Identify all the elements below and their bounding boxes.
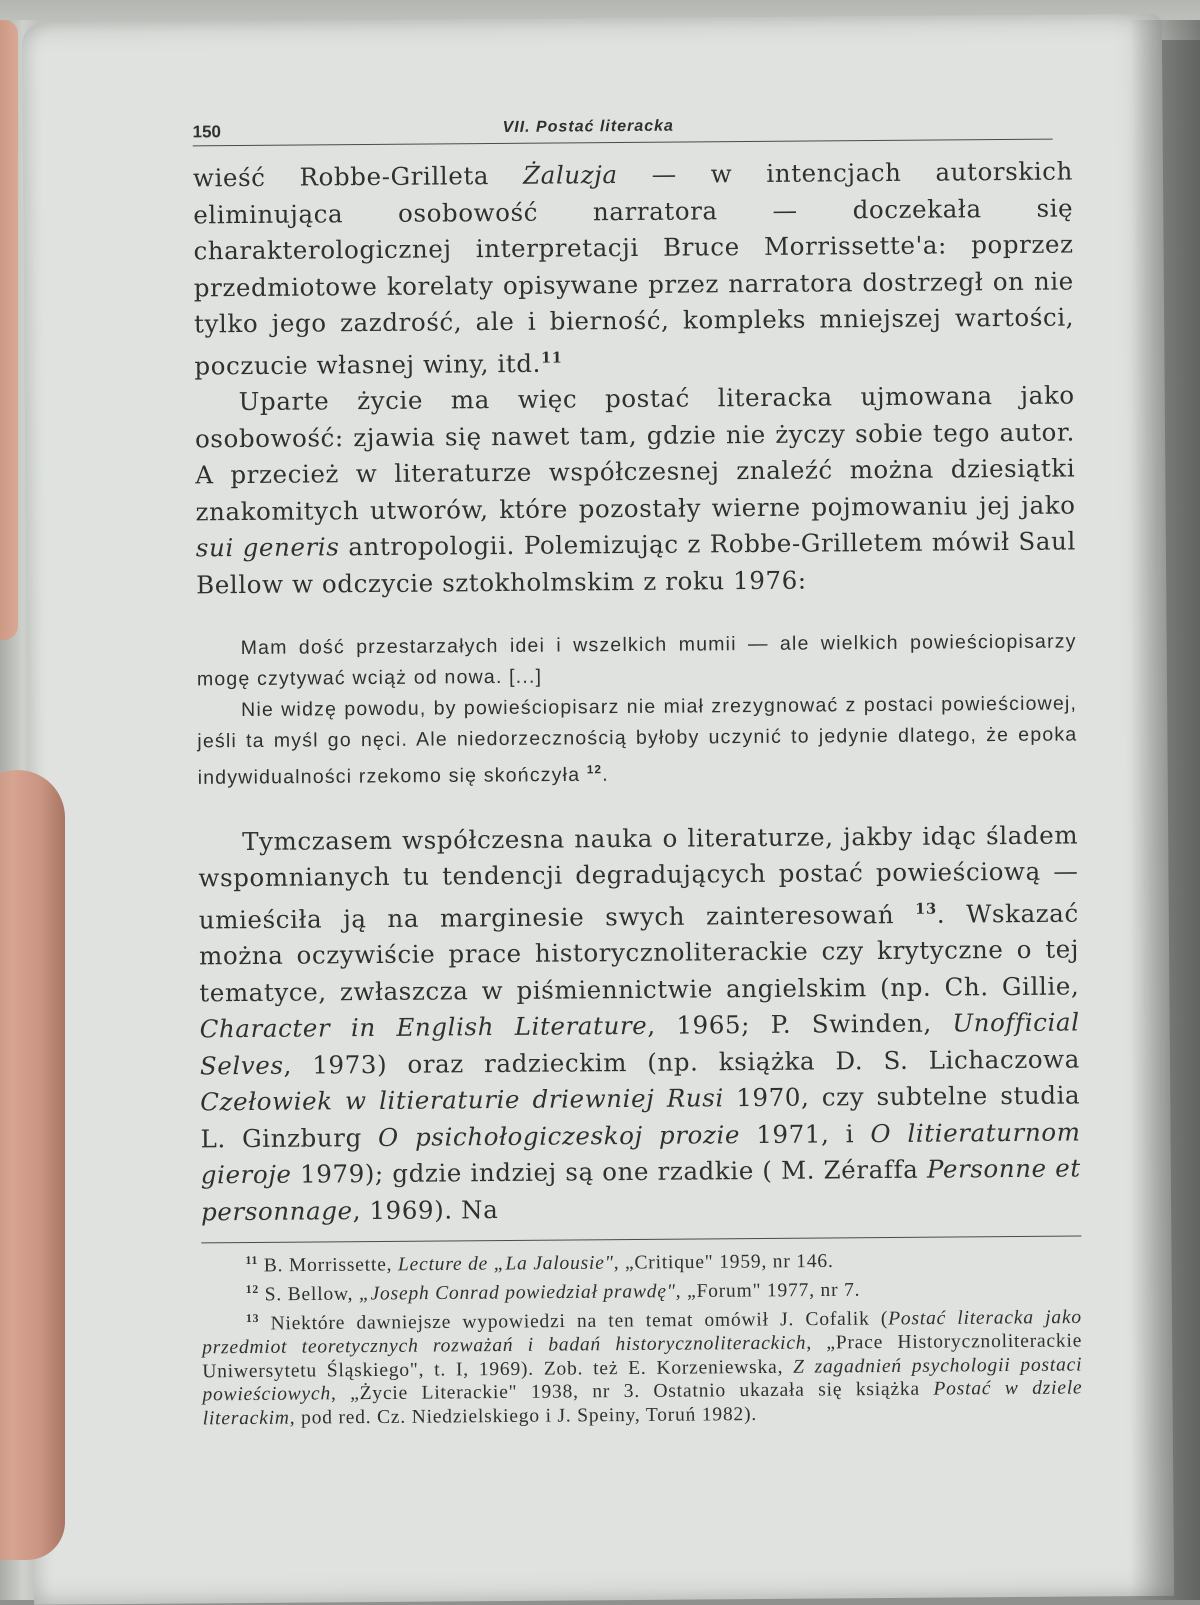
text-run: , „Życie Literackie" 1938, nr 3. Ostatnio ukazała się książka [330,1378,934,1405]
italic-title: Żaluzja [522,160,618,190]
block-quote [197,627,1078,794]
text-run: 1971, i [739,1118,871,1149]
footnote-13 [202,1301,1083,1431]
footnote-number: 12 [245,1283,260,1297]
italic-title: O psichołogiczeskoj prozie [377,1119,741,1152]
paragraph-2 [195,378,1077,604]
running-head [192,107,1052,147]
italic-term: sui generis [195,532,340,563]
text-run: S. Bellow, [258,1283,360,1306]
text-run: , 1973) oraz radzieckim (np. książka D. S. Lichaczowa [283,1044,1081,1080]
italic-title: Postać w dziele literackim [202,1377,1083,1430]
text-run: antropologii. Polemizując z Robbe-Grilletem mówił Saul Bellow w odczycie sztokholmskim z roku 1976: [196,526,1076,600]
text-run: Nie widzę powodu, by powieściopisarz nie miał zrezygnować z postaci powieściowej, jeśli ta myśl go nęci. Ale niedorzecznością byłoby uczynić to jedynie dlatego, że epoka indywidualności rzekomo się skończyła [197,692,1078,790]
paragraph-3 [198,817,1081,1231]
text-run: — w intencjach autorskich eliminująca osobowość narratora — doczekała się charakterologicznej interpretacji Bruce Morrissette'a: poprzez przedmiotowe korelaty opisywane przez narratora dostrzegł on nie tylko jego zazdrość, ale i bierność, kompleks mniejszej wartości, poczucie własnej winy, itd. [193,156,1075,381]
text-run: , 1965; P. Swinden, [647,1008,953,1041]
footnote-ref: 13 [915,900,937,918]
text-run: Tymczasem współczesna nauka o literaturze, jakby idąc śladem wspomnianych tu tendencji degradujących postać powieściową — umieściła ją na marginesie swych zainteresowań [198,820,1079,935]
text-run: Uparte życie ma więc postać literacka ujmowana jako osobowość: zjawia się nawet tam, gdzie nie życzy sobie tego autor. A przecież w literaturze współczesnej znaleźć można dziesiątki znakomitych utworów, które pozostały wierne pojmowaniu jej jako [194,380,1076,527]
italic-title: Czełowiek w litieraturie driewniej Rusi [200,1083,724,1117]
footnote-number: 13 [245,1312,260,1326]
page-number: 150 [192,122,222,142]
italic-title: Unofficial Selves [199,1007,1080,1081]
text-run: . [602,763,609,786]
book-page [22,14,1174,1605]
text-run: , „Prace Historycznoliterackie Uniwersytetu Śląskiego", t. I, 1969). Zob. też E. Korzeniewska, [202,1330,1083,1383]
italic-title: Lecture de „La Jalousie" [397,1252,614,1276]
italic-title: Postać literacka jako przedmiot teoretycznych rozważań i badań historycznoliterackich [202,1307,1083,1359]
footnotes [201,1236,1082,1431]
text-run: . Wskazać można oczywiście prace historycznoliterackie czy krytyczne o tej tematyce, zwłaszcza w piśmiennictwie angielskim (np. Ch. Gillie, [198,898,1080,1008]
finger-upper [0,20,18,640]
footnote-number: 11 [245,1254,259,1268]
italic-title: Z zagadnień psychologii postaci powieściowych [202,1354,1083,1406]
text-run: , 1969). Na [352,1194,499,1225]
text-block [192,106,1082,1430]
quote-paragraph-1: Mam dość przestarzałych idei i wszelkich mumii — ale wielkich powieściopisarzy mogę czytywać wciąż od nowa. [...] [196,630,1077,691]
italic-title: „Joseph Conrad powiedział prawdę" [358,1281,676,1305]
text-run: , pod red. Cz. Niedzielskiego i J. Speiny, Toruń 1982). [289,1403,758,1429]
footnote-ref: 11 [540,348,563,367]
text-run: , „Forum" 1977, nr 7. [675,1280,861,1303]
text-run: B. Morrissette, [258,1254,399,1277]
footnote-ref: 12 [586,763,603,777]
page-right-shadow [1130,20,1200,1600]
paragraph-1 [193,153,1075,384]
chapter-heading: VII. Postać literacka [502,117,674,136]
text-run: 1979); gdzie indziej są one rzadkie ( M. Zéraffa [291,1154,928,1189]
text-run: wieść Robbe-Grilleta [192,160,524,193]
text-run: Niektóre dawniejsze wypowiedzi na ten temat omówił J. Cofalik ( [259,1308,889,1335]
text-run: 1970, czy subtelne studia L. Ginzburg [200,1080,1081,1154]
text-run: , „Critique" 1959, nr 146. [613,1251,834,1274]
quote-paragraph-2 [197,689,1078,794]
italic-title: Character in English Literature [199,1011,648,1044]
italic-title: O litieraturnom gieroje [200,1117,1081,1190]
italic-title: Personne et personnage [200,1153,1081,1227]
finger [0,770,65,1560]
